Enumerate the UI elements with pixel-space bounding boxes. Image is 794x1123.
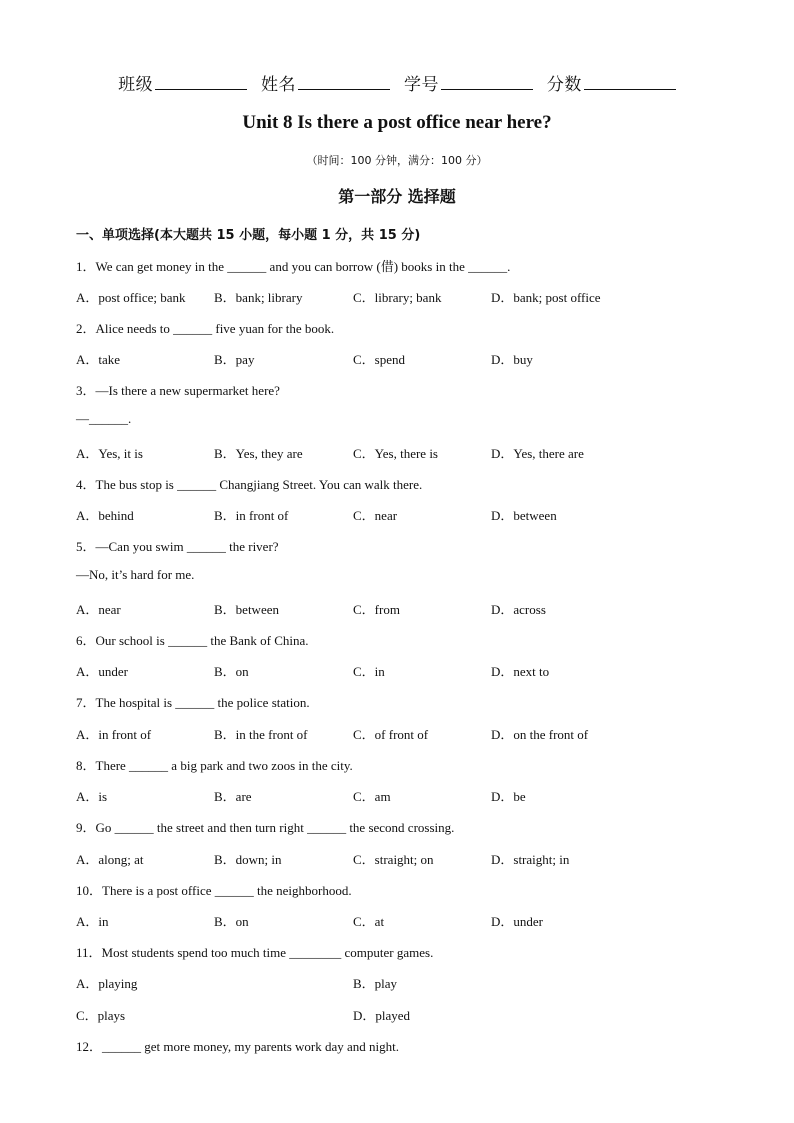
option-a[interactable]: A．along; at (76, 852, 144, 867)
student-id-blank (441, 73, 533, 90)
options-7 (76, 724, 716, 742)
option-b[interactable]: B．between (214, 602, 279, 617)
question-12: 12．______ get more money, my parents work day and night. (76, 1039, 400, 1054)
option-c[interactable]: C．in (353, 664, 385, 679)
class-field (118, 70, 247, 95)
option-b[interactable]: B．on (214, 914, 249, 929)
option-c[interactable]: C．near (353, 508, 398, 523)
score-field (547, 70, 676, 95)
option-d[interactable]: D．bank; post office (491, 290, 601, 305)
option-b[interactable]: B．Yes, they are (214, 446, 303, 461)
student-id-field (404, 70, 533, 95)
option-a[interactable]: A．Yes, it is (76, 446, 143, 461)
options-4 (76, 505, 716, 523)
question-3: 3．—Is there a new supermarket here? (76, 383, 280, 398)
question-7: 7．The hospital is ______ the police station. (76, 695, 310, 710)
option-c[interactable]: C．straight; on (353, 852, 434, 867)
option-d[interactable]: D．next to (491, 664, 550, 679)
option-d[interactable]: D．on the front of (491, 727, 589, 742)
option-a[interactable]: A．in (76, 914, 109, 929)
options-1 (76, 287, 716, 305)
option-d[interactable]: D．buy (491, 352, 533, 367)
name-field (261, 70, 390, 95)
class-label: 班级 (118, 75, 154, 95)
option-d[interactable]: D．across (491, 602, 546, 617)
option-a[interactable]: A．take (76, 352, 121, 367)
option-a[interactable]: A．is (76, 789, 108, 804)
options-3 (76, 443, 716, 461)
question-9: 9．Go ______ the street and then turn right ______ the second crossing. (76, 820, 455, 835)
question-1: 1．We can get money in the ______ and you can borrow (借) books in the ______. (76, 259, 511, 274)
options-10 (76, 911, 716, 929)
question-8: 8．There ______ a big park and two zoos in the city. (76, 758, 353, 773)
question-10: 10．There is a post office ______ the neighborhood. (76, 883, 352, 898)
question-11: 11．Most students spend too much time ________ computer games. (76, 945, 434, 960)
page-title: Unit 8 Is there a post office near here? (242, 112, 552, 133)
option-b[interactable]: B．down; in (214, 852, 282, 867)
question-6: 6．Our school is ______ the Bank of China. (76, 633, 309, 648)
option-a[interactable]: A．under (76, 664, 128, 679)
option-d[interactable]: D．under (491, 914, 543, 929)
student-info-header (0, 70, 794, 95)
question-5-reply: —No, it’s hard for me. (76, 567, 195, 582)
option-c[interactable]: C．at (353, 914, 385, 929)
options-5 (76, 599, 716, 617)
option-c[interactable]: C．plays (76, 1008, 126, 1023)
options-8 (76, 786, 716, 804)
question-5: 5．—Can you swim ______ the river? (76, 539, 279, 554)
option-b[interactable]: B．are (214, 789, 252, 804)
options-11-row-1 (76, 973, 716, 991)
class-blank (155, 73, 247, 90)
option-a[interactable]: A．playing (76, 976, 138, 991)
option-a[interactable]: A．in front of (76, 727, 152, 742)
option-b[interactable]: B．on (214, 664, 249, 679)
option-a[interactable]: A．behind (76, 508, 134, 523)
options-9 (76, 849, 716, 867)
options-11-row-2 (76, 1005, 716, 1023)
question-2: 2．Alice needs to ______ five yuan for the book. (76, 321, 335, 336)
part-title: 第一部分 选择题 (338, 187, 456, 206)
option-b[interactable]: B．bank; library (214, 290, 303, 305)
option-c[interactable]: C．library; bank (353, 290, 442, 305)
student-id-label: 学号 (403, 75, 439, 95)
name-blank (298, 73, 390, 90)
option-c[interactable]: C．from (353, 602, 400, 617)
score-label: 分数 (546, 75, 582, 95)
option-d[interactable]: D．straight; in (491, 852, 570, 867)
option-c[interactable]: C．am (353, 789, 391, 804)
question-4: 4．The bus stop is ______ Changjiang Street. You can walk there. (76, 477, 423, 492)
option-b[interactable]: B．in front of (214, 508, 289, 523)
option-c[interactable]: C．of front of (353, 727, 429, 742)
option-a[interactable]: A．post office; bank (76, 290, 186, 305)
option-d[interactable]: D．Yes, there are (491, 446, 584, 461)
option-b[interactable]: B．in the front of (214, 727, 308, 742)
option-a[interactable]: A．near (76, 602, 121, 617)
option-d[interactable]: D．between (491, 508, 557, 523)
exam-info: （时间：100 分钟，满分：100 分） (306, 154, 488, 167)
option-d[interactable]: D．played (353, 1008, 411, 1023)
option-d[interactable]: D．be (491, 789, 526, 804)
section-title: 一、单项选择(本大题共 15 小题，每小题 1 分，共 15 分) (76, 228, 421, 243)
option-c[interactable]: C．spend (353, 352, 406, 367)
option-b[interactable]: B．play (353, 976, 398, 991)
question-3-reply: —______. (76, 411, 132, 426)
options-2 (76, 349, 716, 367)
option-c[interactable]: C．Yes, there is (353, 446, 438, 461)
name-label: 姓名 (261, 75, 297, 95)
options-6 (76, 661, 716, 679)
score-blank (584, 73, 676, 90)
option-b[interactable]: B．pay (214, 352, 255, 367)
